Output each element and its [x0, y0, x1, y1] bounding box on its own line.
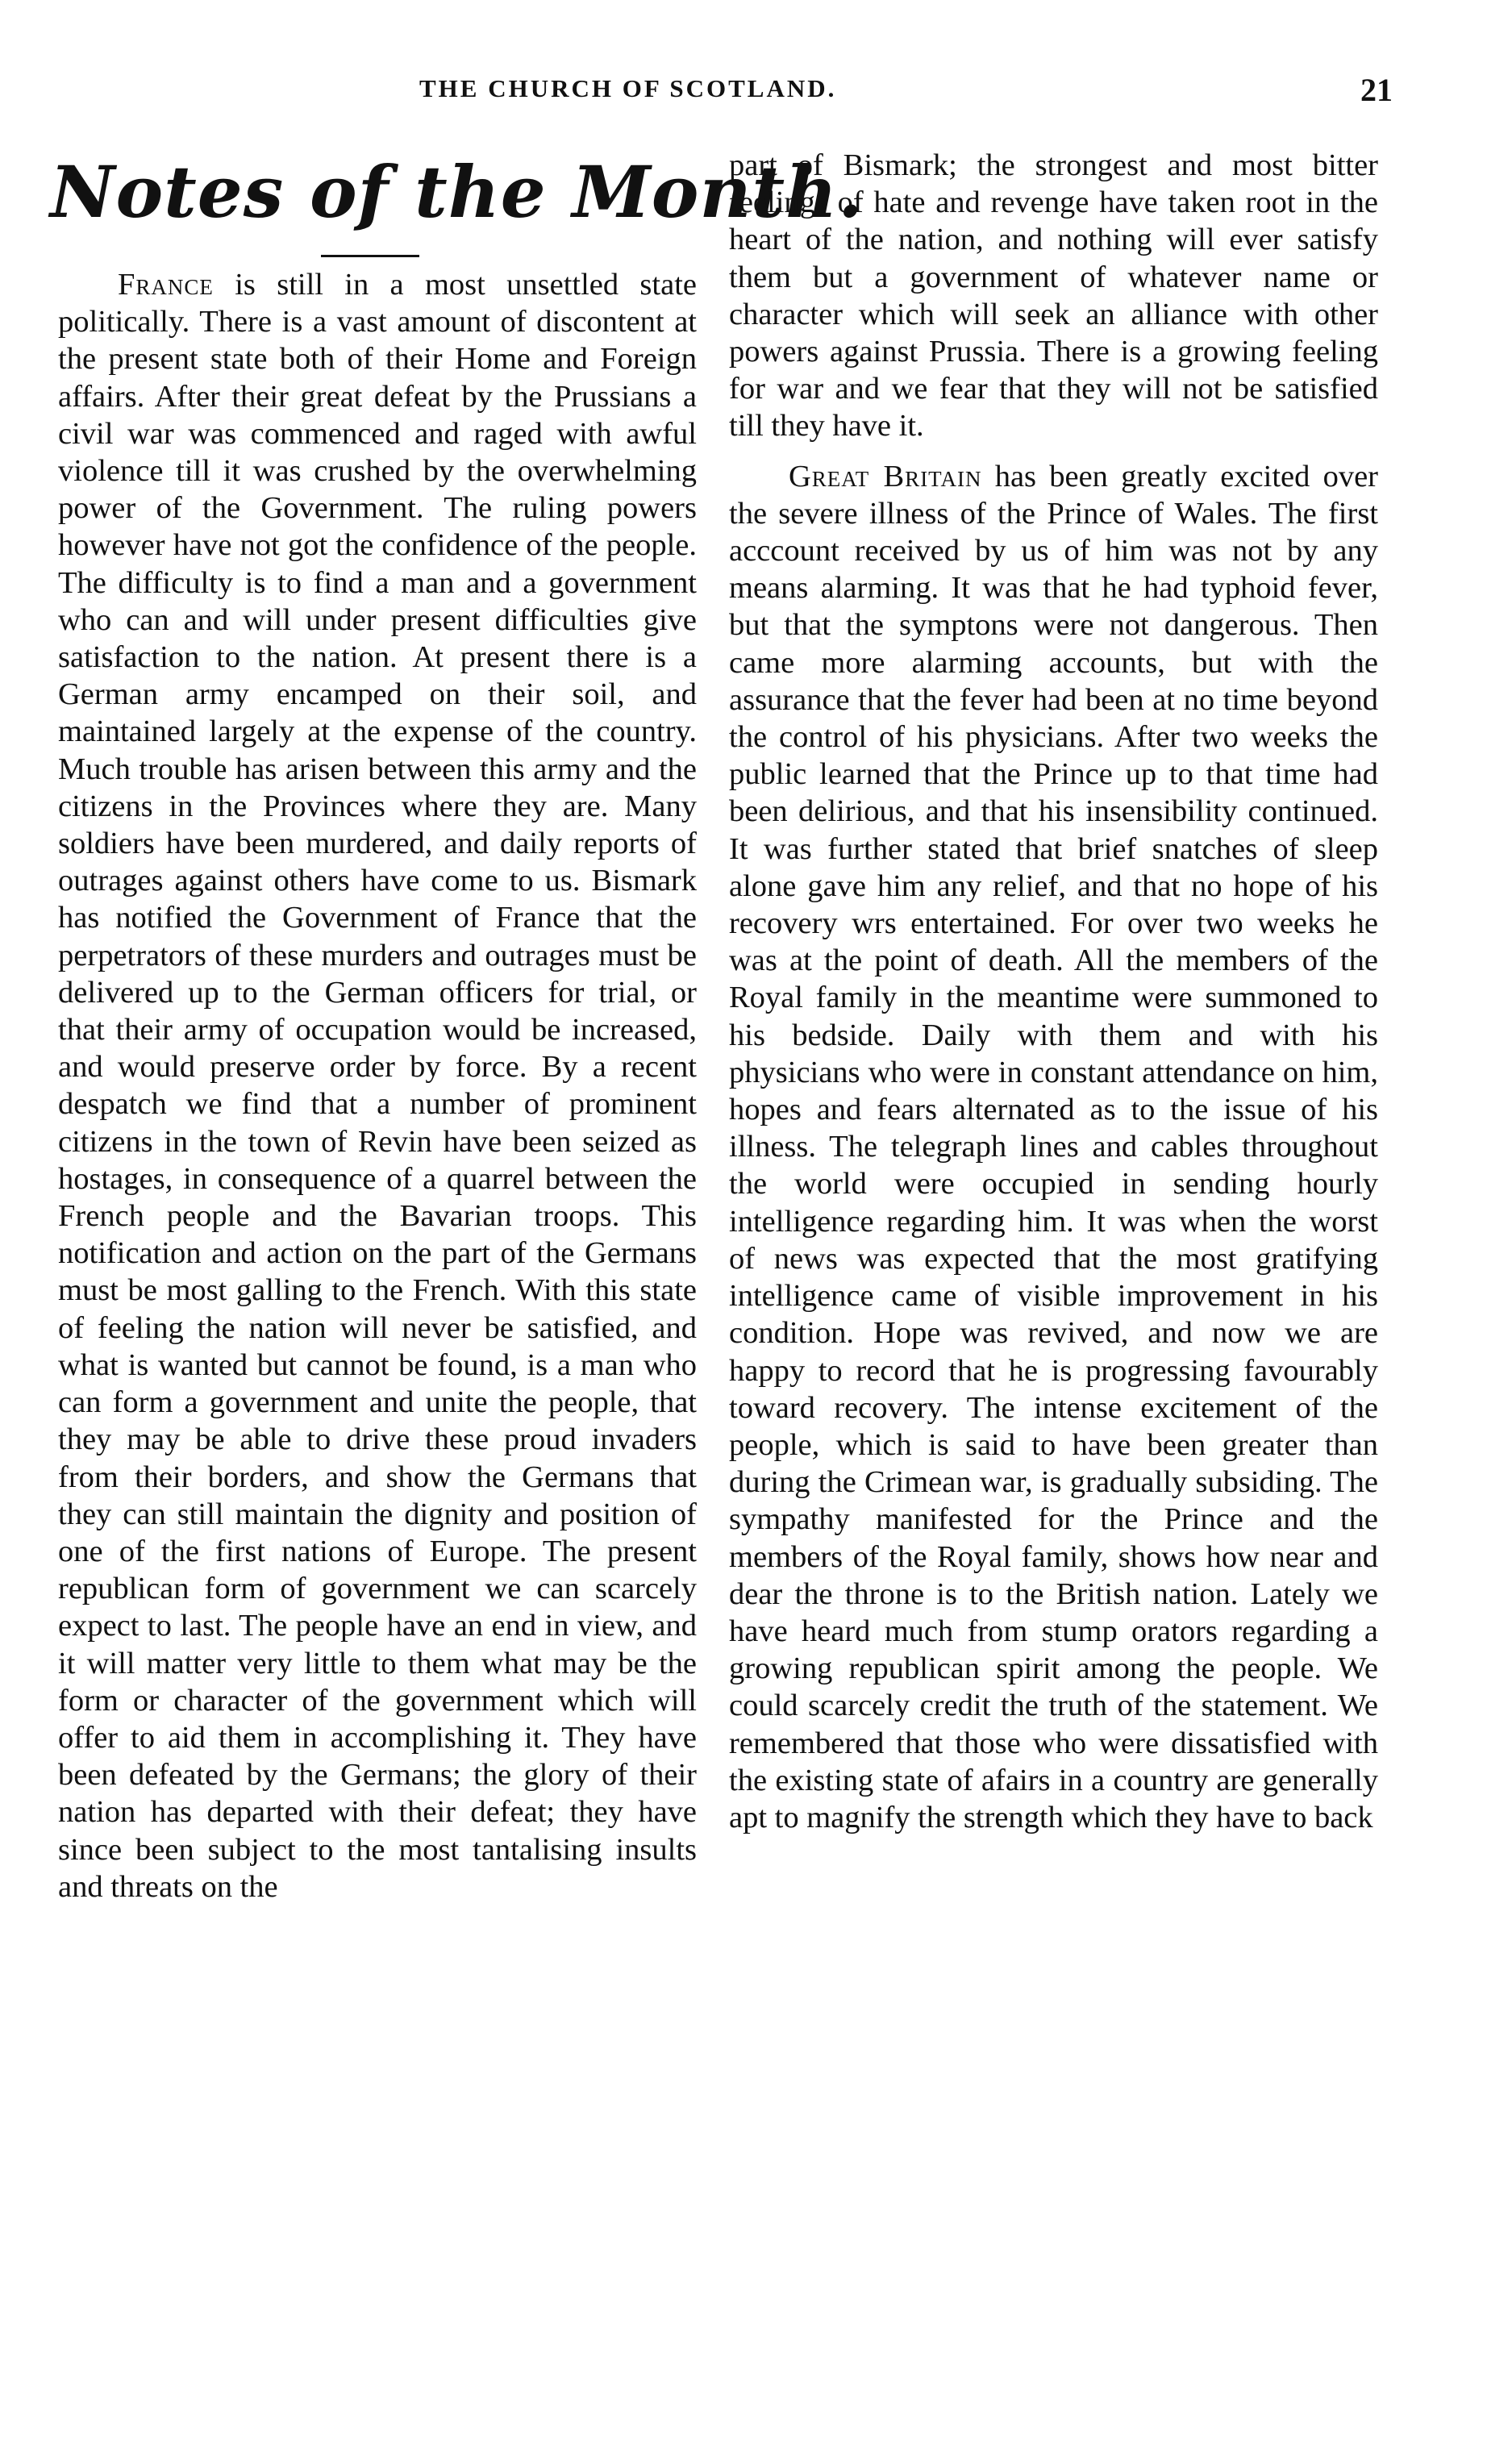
page-number: 21 — [1360, 72, 1393, 108]
running-head: THE CHURCH OF SCOTLAND. — [419, 74, 837, 102]
france-continuation: part of Bismark; the strongest and most bitter feelings of hate and revenge have taken root in the heart of the nation, and nothing will ever satisfy them but a government of whatever name or character which will seek an alliance with other powers against Prussia. There is a growing feeling for war and we fear that they will not be satisfied till they have it. — [729, 148, 1378, 444]
great-britain-text: has been greatly excited over the severe illness of the Prince of Wales. The first acccount received by us of him was not by any means alarming. It was that he had typhoid fever, but that the symptons were not dangerous. Then came more alarming accounts, but with the assurance that the fever had been at no time beyond the control of his physicians. After two weeks the public learned that the Prince up to that time had been delirious, and that his insensibility continued. It was further stated that brief snatches of sleep alone gave him any relief, and that no hope of his recovery wrs entertained. For over two weeks he was at the point of death. All the members of the Royal family in the meantime were summoned to his bedside. Daily with them and with his physicians who were in constant attendance on him, hopes and fears alternated as to the issue of his illness. The telegraph lines and cables throughout the world were occupied in sending hourly intelligence regarding him. It was when the worst of news was expected that the most gratifying intelligence came of visible improvement in his condition. Hope was revived, and now we are happy to record that he is progressing favourably toward recovery. The intense excitement of the people, which is said to have been greater than during the Crimean war, is gradually subsiding. The sympathy manifested for the Prince and the members of the Royal family, shows how near and dear the throne is to the British nation. Lately we have heard much from stump orators regarding a growing republican spirit among the people. We could scarcely credit the truth of the statement. We remembered that those who were dissatisfied with the existing state of afairs in a country are generally apt to magnify the strength which they have to back — [729, 459, 1378, 1834]
right-column — [729, 147, 1378, 1836]
title-rule — [321, 255, 419, 257]
france-lead: France — [118, 268, 214, 302]
great-britain-lead: Great Britain — [789, 459, 982, 493]
article-title: Notes of the Month. — [50, 150, 864, 234]
france-text: is still in a most unsettled state politically. There is a vast amount of discontent at the present state both of their Home and Foreign affairs. After their great defeat by the Prussians a civil war was commenced and raged with awful violence till it was crushed by the overwhelming power of the Government. The ruling powers however have not got the confidence of the people. The difficulty is to find a man and a government who can and will under present difficulties give satisfaction to the nation. At present there is a German army encamped on their soil, and maintained largely at the expense of the country. Much trouble has arisen between this army and the citizens in the Provinces where they are. Many soldiers have been murdered, and daily reports of outrages against others have come to us. Bismark has notified the Government of France that the perpetrators of these murders and outrages must be delivered up to the German officers for trial, or that their army of occupation would be increased, and would preserve order by force. By a recent despatch we find that a number of prominent citizens in the town of Revin have been seized as hostages, in consequence of a quarrel between the French people and the Bavarian troops. This notification and action on the part of the Germans must be most galling to the French. With this state of feeling the nation will never be satisfied, and what is wanted but cannot be found, is a man who can form a government and unite the people, that they may be able to drive these proud invaders from their borders, and show the Germans that they can still maintain the dignity and position of one of the first nations of Europe. The present republican form of government we can scarcely expect to last. The people have an end in view, and it will matter very little to them what may be the form or character of the government which will offer to aid them in accomplishing it. They have been defeated by the Germans; the glory of their nation has departed with their defeat; they have since been subject to the most tantalising insults and threats on the — [58, 268, 697, 1904]
left-column — [58, 266, 697, 1905]
great-britain-paragraph — [729, 458, 1378, 1837]
france-paragraph — [58, 266, 697, 1905]
